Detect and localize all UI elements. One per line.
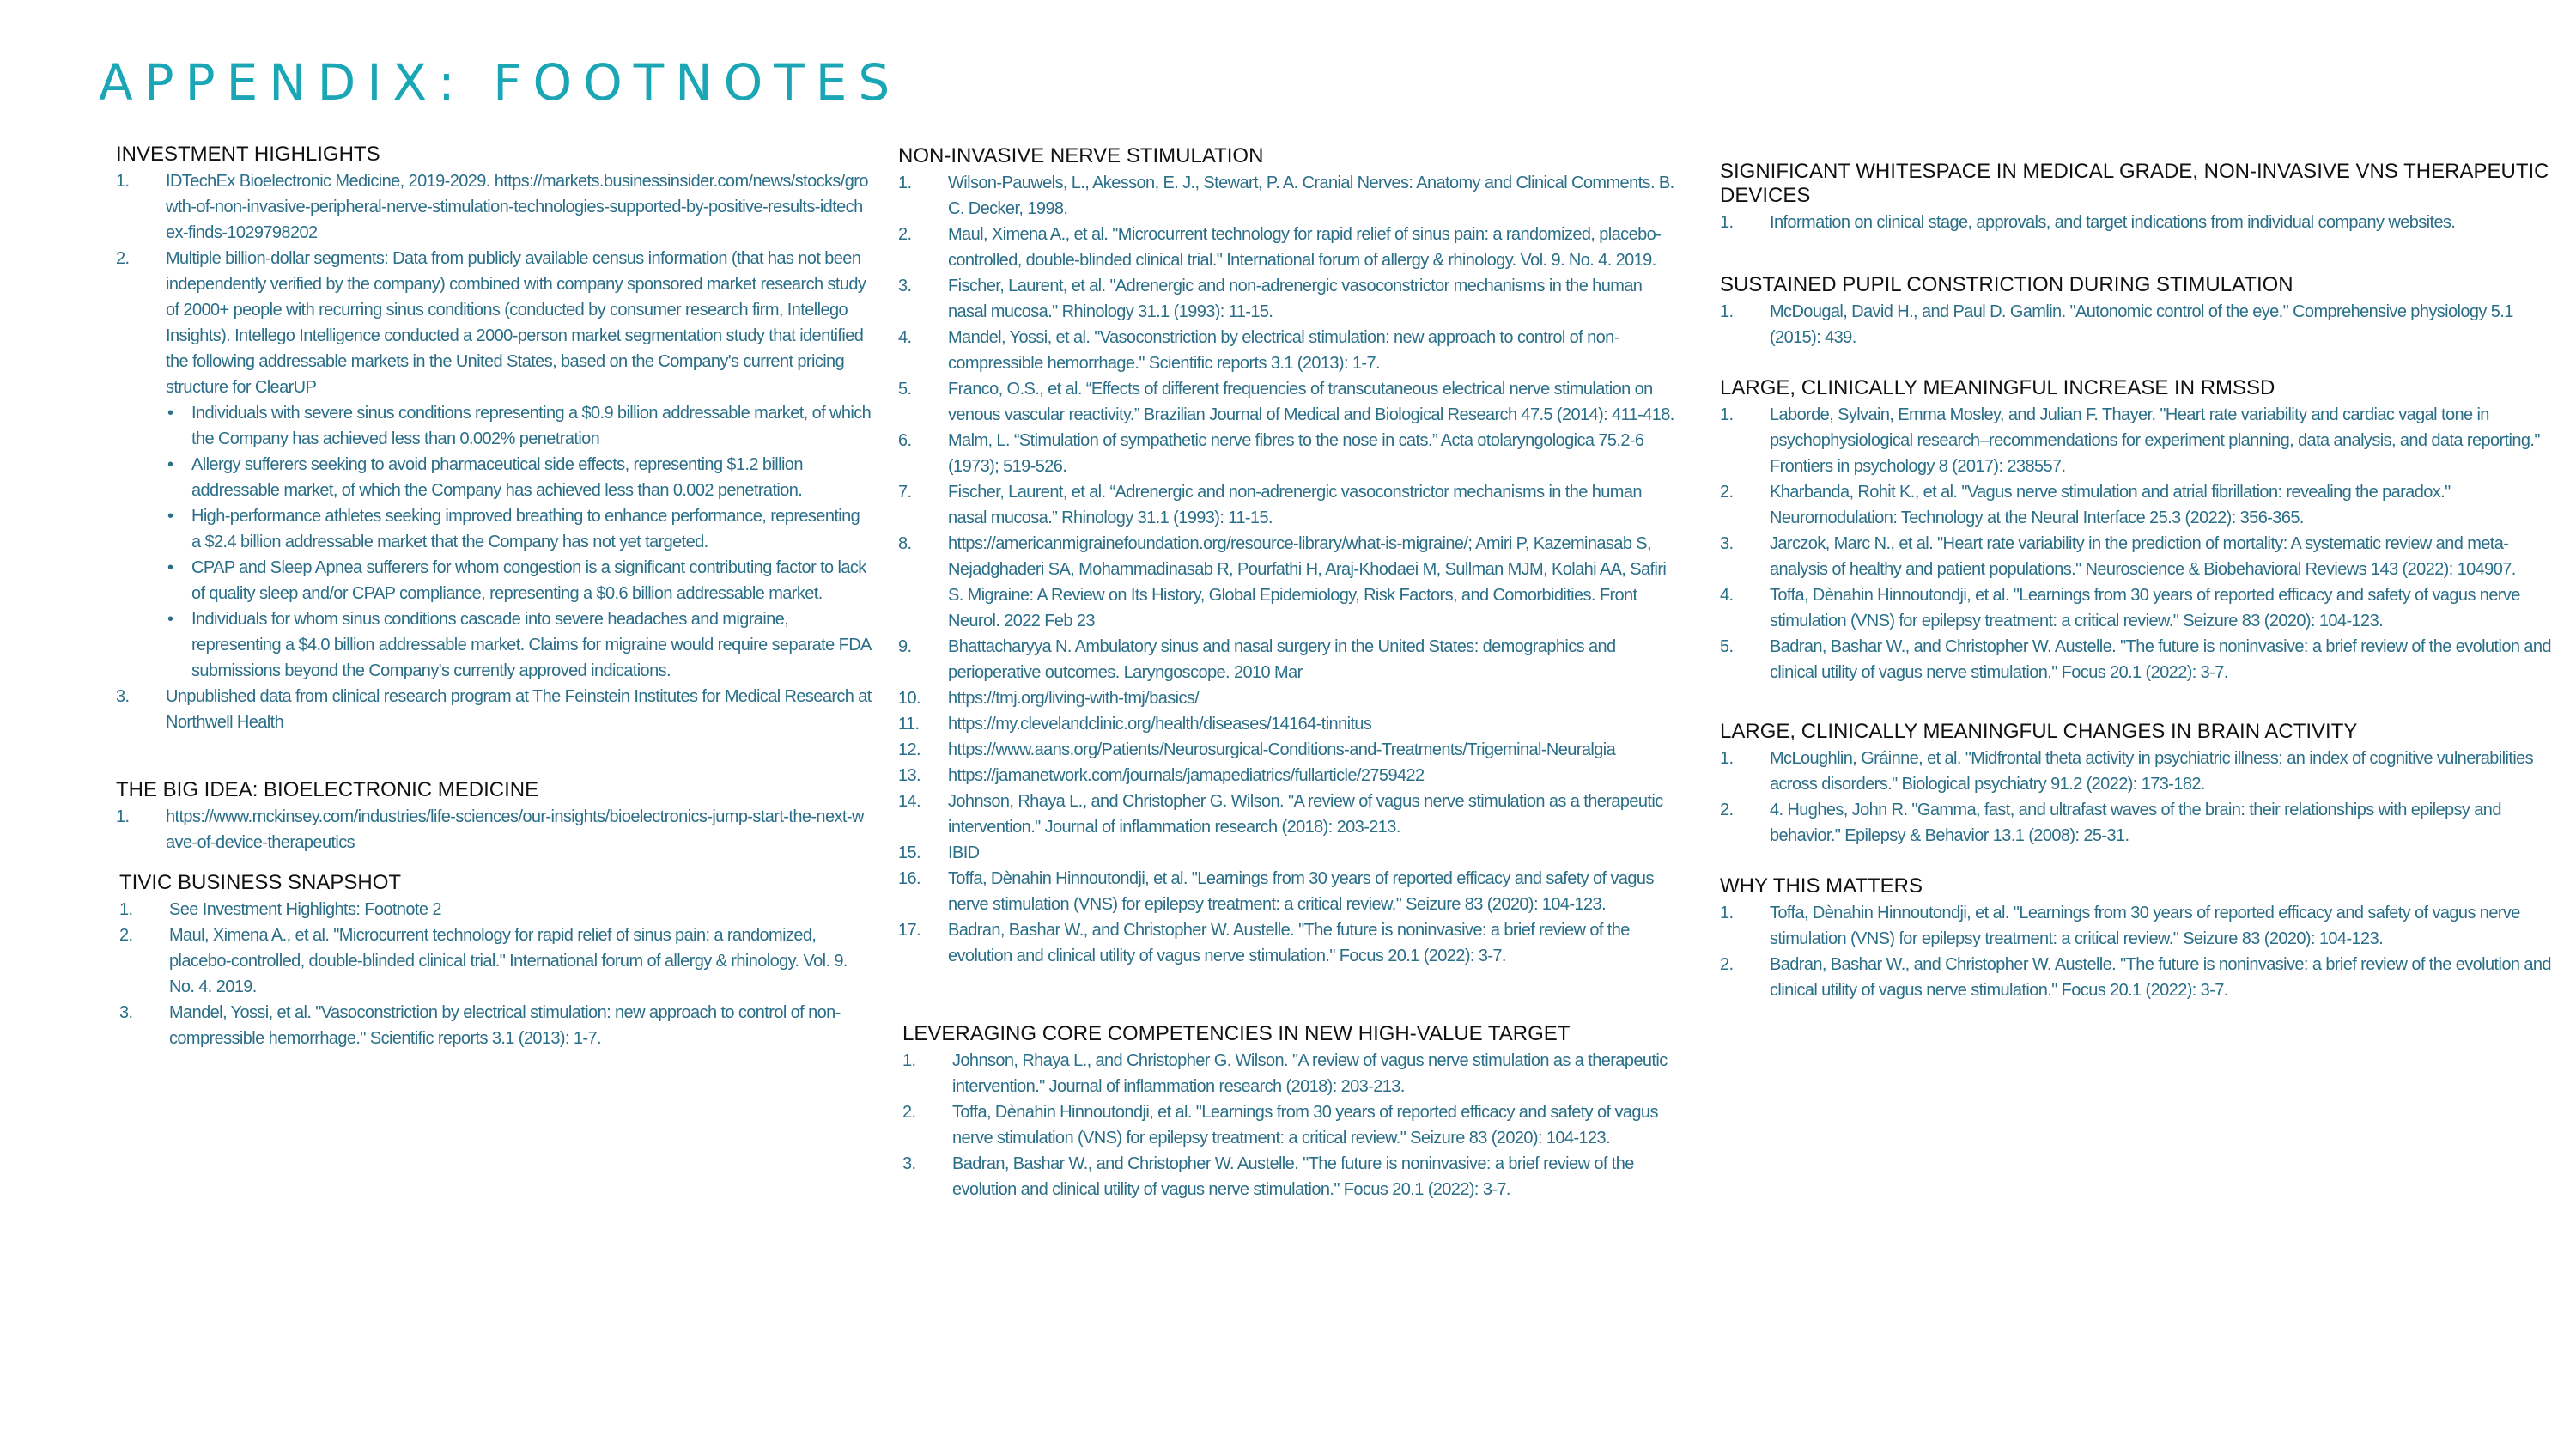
footnote-number: 5. xyxy=(898,380,912,399)
footnote-text: Badran, Bashar W., and Christopher W. Austelle. "The future is noninvasive: a brief review of the evolution and clinical utility of vagus nerve stimulation." Focus 20.1 (2022): 3-7. xyxy=(948,921,1630,965)
footnote-item xyxy=(116,168,872,246)
footnote-number: 3. xyxy=(902,1154,916,1173)
section-heading: SUSTAINED PUPIL CONSTRICTION DURING STIMULATION xyxy=(1720,273,2293,296)
footnote-item xyxy=(898,325,1680,376)
footnote-number: 2. xyxy=(898,225,912,244)
footnote-item xyxy=(898,737,1680,763)
footnote-text: https://americanmigrainefoundation.org/resource-library/what-is-migraine/; Amiri P, Kazeminasab S, Nejadghaderi SA, Mohammadinasab R, Pourfathi H, Araj-Khodaei M, Sullman MJM, Kolahi AA, Safiri S. Migraine: A Review on Its History, Global Epidemiology, Risk Factors, and Comorbidities. Front Neurol. 2022 Feb 23 xyxy=(948,534,1667,630)
footnote-item xyxy=(116,246,872,684)
footnote-text: https://jamanetwork.com/journals/jamapediatrics/fullarticle/2759422 xyxy=(948,766,1425,785)
bullet-item: • CPAP and Sleep Apnea sufferers for whom congestion is a significant contributing factor to lack of quality sleep and/or CPAP compliance, representing a $0.6 billion addressable market. xyxy=(166,555,872,606)
footnote-text: Toffa, Dènahin Hinnoutondji, et al. "Learnings from 30 years of reported efficacy and safety of vagus nerve stimulation (VNS) for epilepsy treatment: a critical review." Seizure 83 (2020): 104-123. xyxy=(1770,586,2520,630)
section-heading: SIGNIFICANT WHITESPACE IN MEDICAL GRADE, NON-INVASIVE VNS THERAPEUTIC DEVICES xyxy=(1720,160,2549,207)
footnote-list xyxy=(1720,299,2561,350)
section-tivic-snapshot xyxy=(119,871,872,1051)
footnote-item xyxy=(1720,299,2561,350)
footnote-text: Maul, Ximena A., et al. "Microcurrent technology for rapid relief of sinus pain: a randomized, placebo-controlled, double-blinded clinical trial." International forum of allergy & rhinology. Vol. 9. No. 4. 2019. xyxy=(948,225,1662,270)
footnote-item xyxy=(902,1099,1680,1151)
footnote-number: 14. xyxy=(898,792,921,811)
section-leveraging-core-competencies xyxy=(902,1022,1680,1202)
footnote-text: Malm, L. “Stimulation of sympathetic nerve fibres to the nose in cats.” Acta otolaryngologica 75.2-6 (1973); 519-526. xyxy=(948,431,1644,476)
section-investment-highlights xyxy=(116,143,872,735)
footnote-item xyxy=(1720,746,2561,797)
footnote-number: 2. xyxy=(1720,483,1734,502)
footnote-item xyxy=(902,1151,1680,1202)
footnote-number: 6. xyxy=(898,431,912,450)
footnote-list xyxy=(902,1048,1680,1202)
footnote-text: https://my.clevelandclinic.org/health/diseases/14164-tinnitus xyxy=(948,715,1372,734)
section-why-this-matters xyxy=(1720,874,2561,1003)
footnote-item xyxy=(898,170,1680,222)
footnote-item xyxy=(898,428,1680,479)
footnote-item xyxy=(1720,479,2561,531)
footnote-item xyxy=(1720,634,2561,685)
footnote-item xyxy=(898,222,1680,273)
footnote-number: 5. xyxy=(1720,637,1734,656)
footnote-number: 3. xyxy=(116,687,130,706)
section-significant-whitespace xyxy=(1720,160,2561,235)
section-pupil-constriction xyxy=(1720,273,2561,350)
footnote-number: 12. xyxy=(898,740,921,759)
footnote-text: 4. Hughes, John R. "Gamma, fast, and ultrafast waves of the brain: their relationships with epilepsy and behavior." Epilepsy & Behavior 13.1 (2008): 25-31. xyxy=(1770,801,2501,845)
footnote-item xyxy=(898,711,1680,737)
footnote-text: https://www.mckinsey.com/industries/life-sciences/our-insights/bioelectronics-jump-start-the-next-wave-of-device-therapeutics xyxy=(166,807,864,852)
bullet-item: • Individuals with severe sinus conditions representing a $0.9 billion addressable market, of which the Company has achieved less than 0.002% penetration xyxy=(166,400,872,452)
section-heading: NON-INVASIVE NERVE STIMULATION xyxy=(898,144,1264,167)
footnote-number: 2. xyxy=(119,926,133,945)
footnote-item xyxy=(898,840,1680,866)
footnote-text: Laborde, Sylvain, Emma Mosley, and Julian F. Thayer. "Heart rate variability and cardiac vagal tone in psychophysiological research–recommendations for experiment planning, data analysis, and data reporting." Frontiers in psychology 8 (2017): 238557. xyxy=(1770,405,2540,476)
footnote-list xyxy=(119,897,872,1051)
footnote-number: 9. xyxy=(898,637,912,656)
section-heading: WHY THIS MATTERS xyxy=(1720,874,1923,898)
footnote-text: Toffa, Dènahin Hinnoutondji, et al. "Learnings from 30 years of reported efficacy and safety of vagus nerve stimulation (VNS) for epilepsy treatment: a critical review." Seizure 83 (2020): 104-123. xyxy=(952,1103,1658,1148)
footnote-list xyxy=(1720,900,2561,1003)
footnote-text: Johnson, Rhaya L., and Christopher G. Wilson. "A review of vagus nerve stimulation as a therapeutic intervention." Journal of inflammation research (2018): 203-213. xyxy=(952,1051,1668,1096)
footnote-text: Information on clinical stage, approvals, and target indications from individual company websites. xyxy=(1770,213,2456,232)
footnote-number: 7. xyxy=(898,483,912,502)
footnote-item xyxy=(1720,531,2561,582)
footnote-item xyxy=(898,763,1680,788)
page-title: APPENDIX: FOOTNOTES xyxy=(99,53,902,112)
footnote-text: https://www.aans.org/Patients/Neurosurgical-Conditions-and-Treatments/Trigeminal-Neuralgia xyxy=(948,740,1616,759)
footnote-number: 16. xyxy=(898,869,921,888)
footnotes-column-right xyxy=(1720,160,2561,1003)
footnote-list xyxy=(898,170,1680,969)
footnote-item xyxy=(898,685,1680,711)
bullet-item: • Individuals for whom sinus conditions cascade into severe headaches and migraine, representing a $4.0 billion addressable market. Claims for migraine would require separate FDA submissions beyond the Company's currently approved indications. xyxy=(166,606,872,684)
footnote-item xyxy=(898,788,1680,840)
bullet-item: • Allergy sufferers seeking to avoid pharmaceutical side effects, representing $1.2 billion addressable market, of which the Company has achieved less than 0.002 penetration. xyxy=(166,452,872,503)
footnote-number: 15. xyxy=(898,843,921,862)
footnote-text: Multiple billion-dollar segments: Data from publicly available census information (that has not been independently verified by the company) combined with company sponsored market research study of 2000+ people with recurring sinus conditions (conducted by consumer research firm, Intellego Insights). Intellego Intelligence conducted a 2000-person market segmentation study that identified the following addressable markets in the United States, based on the Company's current pricing structure for ClearUP xyxy=(166,249,866,397)
footnote-number: 3. xyxy=(898,277,912,295)
footnote-item xyxy=(1720,900,2561,952)
section-heading: THE BIG IDEA: BIOELECTRONIC MEDICINE xyxy=(116,778,539,801)
footnote-item xyxy=(898,273,1680,325)
footnote-item xyxy=(1720,402,2561,479)
footnote-text: Wilson-Pauwels, L., Akesson, E. J., Stewart, P. A. Cranial Nerves: Anatomy and Clinical Comments. B. C. Decker, 1998. xyxy=(948,174,1674,218)
footnote-list xyxy=(1720,402,2561,685)
footnote-item xyxy=(898,531,1680,634)
footnote-text: Jarczok, Marc N., et al. "Heart rate variability in the prediction of mortality: A systematic review and meta-analysis of healthy and patient populations." Neuroscience & Biobehavioral Reviews 143 (2022): 104907. xyxy=(1770,534,2516,579)
footnote-number: 2. xyxy=(116,249,130,268)
section-heading: INVESTMENT HIGHLIGHTS xyxy=(116,143,380,166)
footnote-text: Maul, Ximena A., et al. "Microcurrent technology for rapid relief of sinus pain: a randomized, placebo-controlled, double-blinded clinical trial." International forum of allergy & rhinology. Vol. 9. No. 4. 2019. xyxy=(169,926,848,996)
footnote-text: Badran, Bashar W., and Christopher W. Austelle. "The future is noninvasive: a brief review of the evolution and clinical utility of vagus nerve stimulation." Focus 20.1 (2022): 3-7. xyxy=(952,1154,1634,1199)
footnote-list xyxy=(116,168,872,735)
footnote-text: Mandel, Yossi, et al. "Vasoconstriction by electrical stimulation: new approach to control of non-compressible hemorrhage." Scientific reports 3.1 (2013): 1-7. xyxy=(948,328,1619,373)
footnote-item xyxy=(898,917,1680,969)
section-heading: LARGE, CLINICALLY MEANINGFUL INCREASE IN RMSSD xyxy=(1720,376,2275,399)
footnote-text: Bhattacharyya N. Ambulatory sinus and nasal surgery in the United States: demographics and perioperative outcomes. Laryngoscope. 2010 Mar xyxy=(948,637,1616,682)
footnote-text: https://tmj.org/living-with-tmj/basics/ xyxy=(948,689,1200,708)
footnote-item xyxy=(116,804,872,855)
footnote-text: Badran, Bashar W., and Christopher W. Austelle. "The future is noninvasive: a brief review of the evolution and clinical utility of vagus nerve stimulation." Focus 20.1 (2022): 3-7. xyxy=(1770,955,2551,1000)
bullet-item: • High-performance athletes seeking improved breathing to enhance performance, representing a $2.4 billion addressable market that the Company has not yet targeted. xyxy=(166,503,872,555)
section-heading: LEVERAGING CORE COMPETENCIES IN NEW HIGH-VALUE TARGET xyxy=(902,1022,1571,1045)
footnotes-column-left xyxy=(116,143,872,1051)
footnote-text: McLoughlin, Gráinne, et al. "Midfrontal theta activity in psychiatric illness: an index of cognitive vulnerabilities across disorders." Biological psychiatry 91.2 (2022): 173-182. xyxy=(1770,749,2534,794)
footnote-number: 3. xyxy=(1720,534,1734,553)
section-heading: TIVIC BUSINESS SNAPSHOT xyxy=(119,871,402,894)
footnote-item xyxy=(119,1000,872,1051)
footnote-text: Toffa, Dènahin Hinnoutondji, et al. "Learnings from 30 years of reported efficacy and safety of vagus nerve stimulation (VNS) for epilepsy treatment: a critical review." Seizure 83 (2020): 104-123. xyxy=(1770,904,2520,948)
footnote-item xyxy=(119,922,872,1000)
footnote-number: 1. xyxy=(1720,213,1734,232)
footnote-item xyxy=(1720,582,2561,634)
footnote-number: 3. xyxy=(119,1003,133,1022)
footnote-number: 1. xyxy=(1720,302,1734,321)
footnote-number: 11. xyxy=(898,715,920,734)
footnote-text: IDTechEx Bioelectronic Medicine, 2019-2029. https://markets.businessinsider.com/news/stocks/growth-of-non-invasive-peripheral-nerve-stimulation-technologies-supported-by-positive-results-idtechex-finds-1029798202 xyxy=(166,172,868,242)
footnote-item xyxy=(119,897,872,922)
footnote-number: 4. xyxy=(898,328,912,347)
footnote-number: 1. xyxy=(898,174,912,192)
footnote-number: 2. xyxy=(1720,955,1734,974)
footnote-number: 1. xyxy=(1720,749,1734,768)
footnote-text: Franco, O.S., et al. “Effects of different frequencies of transcutaneous electrical nerve stimulation on venous vascular reactivity.” Brazilian Journal of Medical and Biological Research 47.5 (2014): 411-418. xyxy=(948,380,1674,424)
footnote-item xyxy=(898,479,1680,531)
section-heading: LARGE, CLINICALLY MEANINGFUL CHANGES IN BRAIN ACTIVITY xyxy=(1720,720,2358,743)
section-non-invasive-nerve-stimulation xyxy=(898,144,1680,969)
footnote-text: Toffa, Dènahin Hinnoutondji, et al. "Learnings from 30 years of reported efficacy and safety of vagus nerve stimulation (VNS) for epilepsy treatment: a critical review." Seizure 83 (2020): 104-123. xyxy=(948,869,1654,914)
footnote-item xyxy=(898,866,1680,917)
footnote-text: Johnson, Rhaya L., and Christopher G. Wilson. "A review of vagus nerve stimulation as a therapeutic intervention." Journal of inflammation research (2018): 203-213. xyxy=(948,792,1663,837)
footnote-list xyxy=(116,804,872,855)
footnote-text: Unpublished data from clinical research program at The Feinstein Institutes for Medical Research at Northwell Health xyxy=(166,687,872,732)
footnote-item xyxy=(902,1048,1680,1099)
footnote-number: 1. xyxy=(116,807,130,826)
footnote-number: 1. xyxy=(902,1051,916,1070)
footnote-number: 10. xyxy=(898,689,921,708)
footnote-item xyxy=(1720,952,2561,1003)
footnote-number: 2. xyxy=(902,1103,916,1122)
footnote-number: 17. xyxy=(898,921,921,940)
footnote-number: 8. xyxy=(898,534,912,553)
footnote-item xyxy=(1720,210,2561,235)
footnote-number: 4. xyxy=(1720,586,1734,605)
footnote-text: Fischer, Laurent, et al. "Adrenergic and non-adrenergic vasoconstrictor mechanisms in the human nasal mucosa." Rhinology 31.1 (1993): 11-15. xyxy=(948,277,1643,321)
footnote-number: 13. xyxy=(898,766,921,785)
footnote-number: 1. xyxy=(116,172,130,191)
footnote-item xyxy=(1720,797,2561,849)
footnote-item xyxy=(898,634,1680,685)
footnote-item xyxy=(898,376,1680,428)
footnote-number: 1. xyxy=(1720,405,1734,424)
footnote-text: Kharbanda, Rohit K., et al. "Vagus nerve stimulation and atrial fibrillation: revealing the paradox." Neuromodulation: Technology at the Neural Interface 25.3 (2022): 356-365. xyxy=(1770,483,2451,527)
footnote-item xyxy=(116,684,872,735)
footnote-text: Badran, Bashar W., and Christopher W. Austelle. "The future is noninvasive: a brief review of the evolution and clinical utility of vagus nerve stimulation." Focus 20.1 (2022): 3-7. xyxy=(1770,637,2551,682)
section-rmssd xyxy=(1720,376,2561,685)
footnote-list xyxy=(1720,746,2561,849)
footnote-text: McDougal, David H., and Paul D. Gamlin. "Autonomic control of the eye." Comprehensive physiology 5.1 (2015): 439. xyxy=(1770,302,2513,347)
market-bullet-list xyxy=(166,400,872,684)
footnote-number: 2. xyxy=(1720,801,1734,819)
section-big-idea xyxy=(116,778,872,855)
footnote-text: Mandel, Yossi, et al. "Vasoconstriction by electrical stimulation: new approach to control of non-compressible hemorrhage." Scientific reports 3.1 (2013): 1-7. xyxy=(169,1003,841,1048)
footnote-number: 1. xyxy=(119,900,133,919)
footnote-text: See Investment Highlights: Footnote 2 xyxy=(169,900,441,919)
footnotes-column-middle xyxy=(898,144,1680,1202)
footnote-text: Fischer, Laurent, et al. “Adrenergic and non-adrenergic vasoconstrictor mechanisms in the human nasal mucosa.” Rhinology 31.1 (1993): 11-15. xyxy=(948,483,1642,527)
footnote-text: IBID xyxy=(948,843,980,862)
section-brain-activity xyxy=(1720,720,2561,849)
footnote-list xyxy=(1720,210,2561,235)
footnote-number: 1. xyxy=(1720,904,1734,922)
